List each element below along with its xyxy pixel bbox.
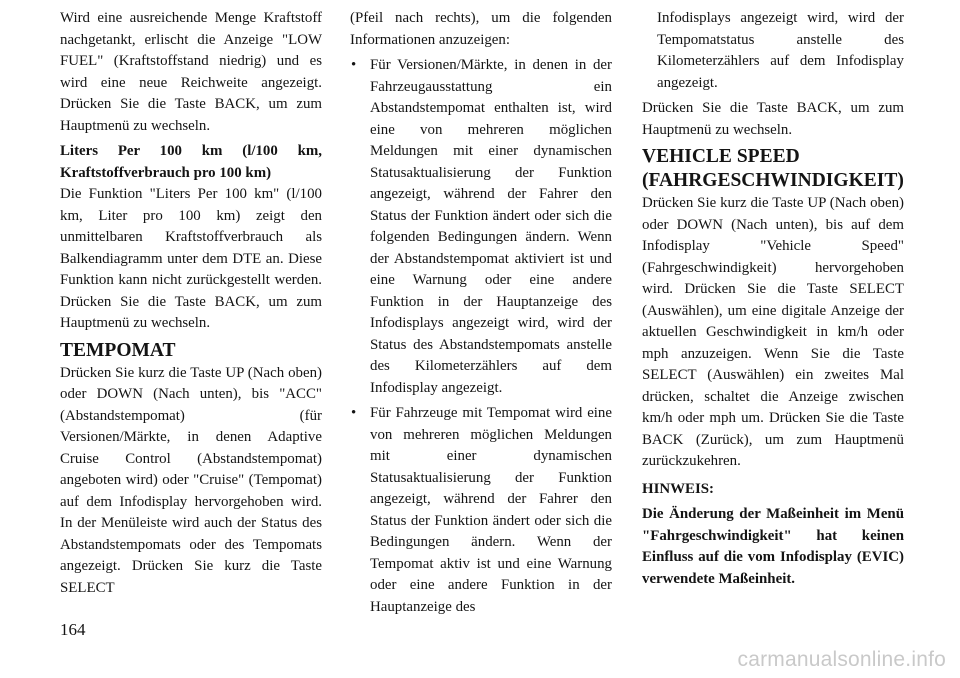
note-label: HINWEIS: xyxy=(642,480,714,497)
column-left xyxy=(60,8,322,603)
note-text: Die Änderung der Maßeinheit im Menü "Fahrgeschwindigkeit" hat keinen Einfluss auf die vom Infodisplay (EVIC) verwendete Maßeinheit. xyxy=(642,506,904,587)
list-item-continuation: Infodisplays angezeigt wird, wird der Tempomatstatus anstelle des Kilometerzählers auf dem Infodisplay angezeigt. xyxy=(657,10,904,91)
paragraph-intro: (Pfeil nach rechts), um die folgenden Informationen anzuzeigen: xyxy=(350,10,612,48)
heading-tempomat: TEMPOMAT xyxy=(60,339,176,361)
subheading-liters-per-100km: Liters Per 100 km (l/100 km, Kraftstoffverbrauch pro 100 km) xyxy=(60,143,322,181)
bullet-list xyxy=(350,55,612,618)
list-item-text: Für Versionen/Märkte, in denen in der Fahrzeugausstattung ein Abstandstempomat enthalten ist, wird eine von mehreren möglichen Meldungen mit einer dynamischen Statusaktualisierung der Funktion angezeigt, während der Fahrer den Status der Funktion ändert oder sich die folgenden Bedingungen ändern. Wenn der Abstandstempomat aktiviert ist und eine Warnung oder eine andere Funktion in der Hauptanzeige des Infodisplays angezeigt wird, wird der Status des Abstandstempomats anstelle des Kilometerzählers auf dem Infodisplay angezeigt. xyxy=(370,57,612,396)
paragraph-low-fuel: Wird eine ausreichende Menge Kraftstoff nachgetankt, erlischt die Anzeige "LOW FUEL" (Kraftstoffstand niedrig) und es wird eine neue Reichweite angezeigt. Drücken Sie die Taste BACK, um zum Hauptmenü zu wechseln. xyxy=(60,10,322,134)
watermark: carmanualsonline.info xyxy=(737,648,946,671)
list-item xyxy=(350,55,612,399)
paragraph-liters-per-100km: Die Funktion "Liters Per 100 km" (l/100 km, Liter pro 100 km) zeigt den unmittelbaren Kraftstoffverbrauch als Balkendiagramm unter dem DTE an. Diese Funktion kann nicht zurückgestellt werden. Drücken Sie die Taste BACK, um zum Hauptmenü zu wechseln. xyxy=(60,186,322,331)
bullet-icon: • xyxy=(351,405,357,421)
bullet-icon: • xyxy=(351,57,357,73)
paragraph-back: Drücken Sie die Taste BACK, um zum Hauptmenü zu wechseln. xyxy=(642,100,904,138)
column-right xyxy=(642,8,904,594)
heading-vehicle-speed: VEHICLE SPEED (FAHRGESCHWINDIGKEIT) xyxy=(642,146,904,191)
column-middle xyxy=(350,8,612,622)
list-item xyxy=(350,403,612,618)
paragraph-tempomat: Drücken Sie kurz die Taste UP (Nach oben) oder DOWN (Nach unten), bis "ACC" (Abstandstempomat) (für Versionen/Märkte, in denen Adaptive Cruise Control (Abstandstempomat) angeboten wird) oder "Cruise" (Tempomat) auf dem Infodisplay hervorgehoben wird. In der Menüleiste wird auch der Status des Abstandstempomats oder des Tempomats angezeigt. Drücken Sie kurz die Taste SELECT xyxy=(60,364,322,596)
list-item-text: Für Fahrzeuge mit Tempomat wird eine von mehreren möglichen Meldungen mit einer dynamischen Statusaktualisierung der Funktion angezeigt, während der Fahrer den Status der Funktion ändert oder sich die Bedingungen ändern. Wenn der Tempomat aktiv ist und eine Warnung oder eine andere Funktion in der Hauptanzeige des xyxy=(370,405,612,615)
paragraph-vehicle-speed: Drücken Sie kurz die Taste UP (Nach oben) oder DOWN (Nach unten), bis auf dem Infodisplay "Vehicle Speed" (Fahrgeschwindigkeit) hervorgehoben wird. Drücken Sie die Taste SELECT (Auswählen), um eine digitale Anzeige der aktuellen Geschwindigkeit in km/h oder mph anzuzeigen. Wenn Sie die Taste SELECT (Auswählen) ein zweites Mal drücken, schaltet die Anzeige zwischen km/h oder mph um. Drücken Sie die Taste BACK (Zurück), um zum Hauptmenü zurückzukehren. xyxy=(642,195,904,469)
page-number: 164 xyxy=(60,620,86,639)
